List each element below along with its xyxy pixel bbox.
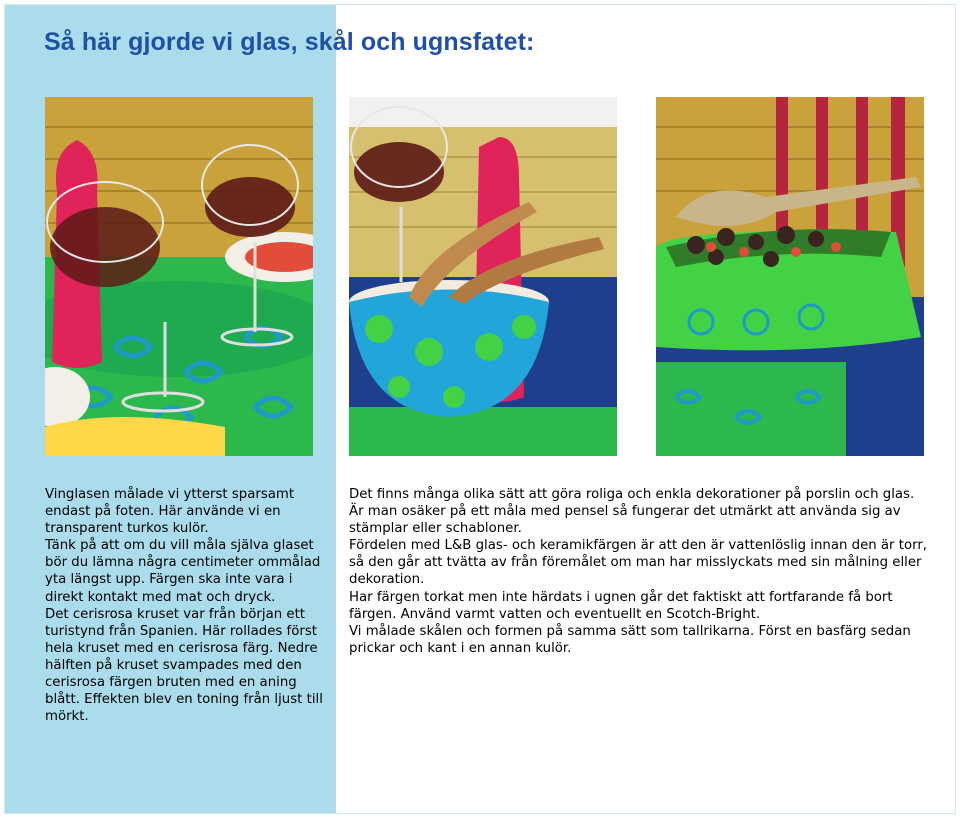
paragraph: Det finns många olika sätt att göra roliga och enkla dekorationer på porslin och glas. Är man osäker på ett måla med pensel så fungerar det utmärkt att använda sig av stämplar eller schabloner. (349, 487, 915, 537)
paragraph: Det cerisrosa kruset var från början ett turistynd från Spanien. Här rollades först hela kruset med en cerisrosa färg. Nedre hälften på kruset svampades med den cerisrosa färgen bruten med en aning blått. Effekten blev en toning från ljust till mörkt. (45, 606, 323, 725)
baking-dish-photo (656, 97, 924, 456)
left-column-text (45, 486, 325, 725)
paragraph: Har färgen torkat men inte härdats i ugnen går det faktiskt att fortfarande få bort färgen. Använd varmt vatten och eventuellt en Scotch-Bright. (349, 589, 893, 622)
paragraph: Vi målade skålen och formen på samma sätt som tallrikarna. Först en basfärg sedan prickar och kant i en annan kulör. (349, 623, 911, 656)
page-title: Så här gjorde vi glas, skål och ugnsfatet: (44, 28, 535, 56)
wine-glasses-table-photo (45, 97, 313, 456)
right-column-text (349, 486, 929, 657)
paragraph: Fördelen med L&B glas- och keramikfärgen är att den är vattenlöslig innan den är torr, så den går att tvätta av från föremålet om man har misslyckats med sin målning eller dekoration. (349, 538, 928, 588)
paragraph: Vinglasen målade vi ytterst sparsamt endast på foten. Här använde vi en transparent turkos kulör. (45, 487, 295, 537)
painted-bowl-photo (349, 97, 617, 456)
paragraph: Tänk på att om du vill måla själva glaset bör du lämna några centimeter ommålad yta längst upp. Färgen ska inte vara i direkt kontakt med mat och dryck. (45, 538, 321, 605)
